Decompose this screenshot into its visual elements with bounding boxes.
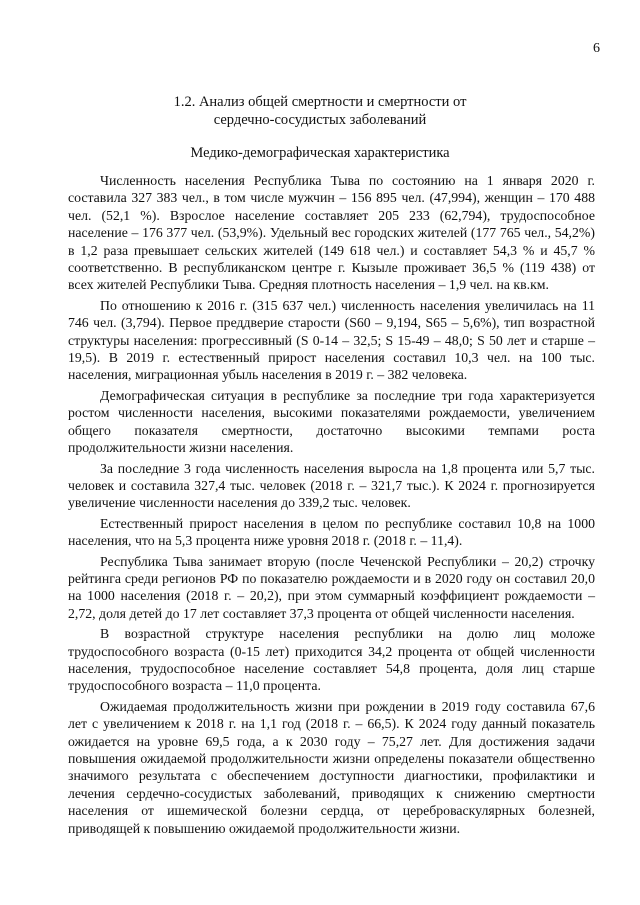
section-subtitle: Медико-демографическая характеристика — [190, 145, 450, 161]
paragraph-7: В возрастной структуре населения республики на долю лиц моложе трудоспособного возраста (0-15 лет) приходится 34,2 процента от общей численности населения, трудоспособное население составляет 54,8 процента, доля лиц старше трудоспособного возраста – 11,0 процента. — [68, 626, 595, 694]
document-body — [68, 172, 595, 840]
section-title — [0, 93, 640, 129]
paragraph-8: Ожидаемая продолжительность жизни при рождении в 2019 году составила 67,6 лет с увеличением к 2018 г. на 1,1 год (2018 г. – 66,5). К 2024 году данный показатель ожидается на уровне 69,5 года, а к 2030 году – 75,27 лет. Для достижения задачи повышения ожидаемой продолжительности жизни определены показатели общественно значимого результата с обеспечением доступности диагностики, профилактики и лечения сердечно-сосудистых заболеваний, приводящих к снижению смертности населения от ишемической болезни сердца, от цереброваскулярных болезней, приводящей к повышению ожидаемой продолжительности жизни. — [68, 698, 595, 836]
section-title-line-1: 1.2. Анализ общей смертности и смертности от — [173, 94, 467, 110]
paragraph-2: По отношению к 2016 г. (315 637 чел.) численность населения увеличилась на 11 746 чел. (3,794). Первое преддверие старости (S60 – 9,194, S65 – 5,6%), тип возрастной структуры населения: прогрессивный (S 0-14 – 32,5; S 15-49 – 48,0; S 50 лет и старше – 19,5). В 2019 г. естественный прирост населения составил 10,3 чел. на 100 тыс. населения, миграционная убыль населения в 2019 г. – 382 человека. — [68, 297, 595, 383]
section-title-line-2: сердечно-сосудистых заболеваний — [213, 112, 427, 128]
paragraph-3: Демографическая ситуация в республике за последние три года характеризуется ростом численности населения, высокими показателями рождаемости, увеличением общего показателя смертности, достаточно высокими темпами роста продолжительности жизни населения. — [68, 387, 595, 456]
paragraph-1: Численность населения Республика Тыва по состоянию на 1 января 2020 г. составила 327 383 чел., в том числе мужчин – 156 895 чел. (47,994), женщин – 170 488 чел. (52,1 %). Взрослое население составляет 205 233 (62,794), трудоспособное население – 176 377 чел. (53,9%). Удельный вес городских жителей (177 765 чел., 54,2%) в 1,2 раза превышает сельских жителей (149 618 чел.) и составляет 54,3 % и 45,7 % соответственно. В республиканском центре г. Кызыле проживает 36,5 % (119 438) от всех жителей Республики Тыва. Средняя плотность населения – 1,9 чел. на кв.км. — [68, 173, 595, 293]
paragraph-6: Республика Тыва занимает вторую (после Чеченской Республики – 20,2) строчку рейтинга среди регионов РФ по показателю рождаемости и в 2020 году он составил 20,0 на 1000 населения (2018 г. – 20,2), при этом суммарный коэффициент рождаемости – 2,72, доля детей до 17 лет составляет 37,3 процента от общей численности населения. — [68, 553, 595, 621]
paragraph-5: Естественный прирост населения в целом по республике составил 10,8 на 1000 населения, что на 5,3 процента ниже уровня 2018 г. (2018 г. – 11,4). — [68, 515, 595, 549]
page-number: 6 — [593, 41, 600, 56]
paragraph-4: За последние 3 года численность населения выросла на 1,8 процента или 5,7 тыс. человек и составила 327,4 тыс. человек (2018 г. – 321,7 тыс.). К 2024 г. прогнозируется увеличение численности населения до 339,2 тыс. человек. — [68, 460, 595, 511]
